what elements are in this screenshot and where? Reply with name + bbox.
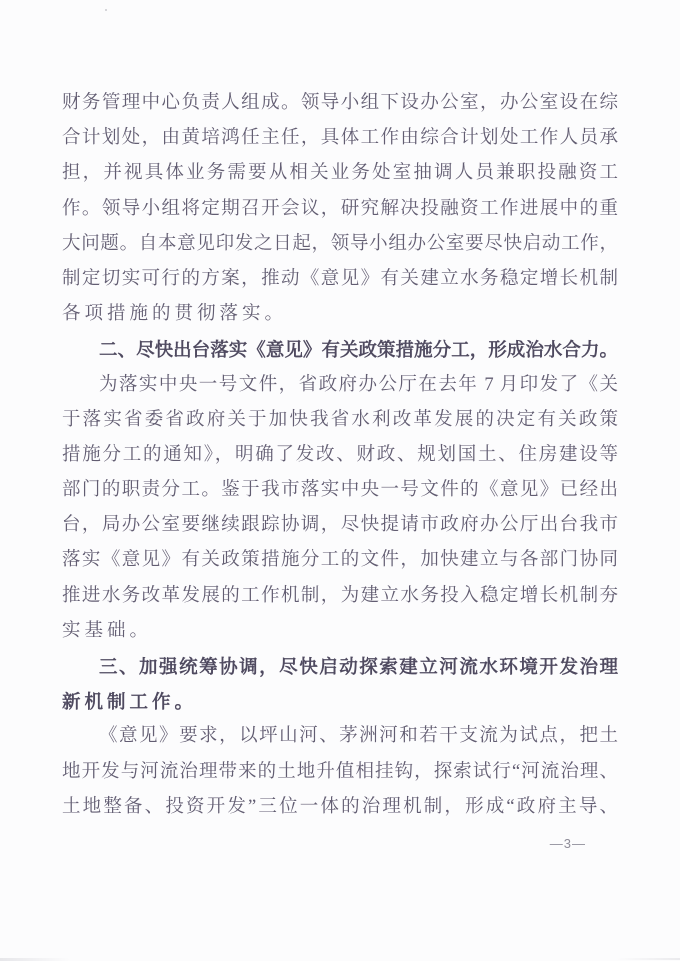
paragraph-continued	[62, 86, 618, 332]
section-heading-3	[62, 649, 618, 719]
text-line: 《意见》要求，以坪山河、茅洲河和若干支流为试点，把土	[99, 726, 618, 747]
page-number: —3—	[549, 836, 586, 851]
text-line: 实基础。	[62, 620, 153, 641]
text-line: 合计划处，由黄培鸿任主任，具体工作由综合计划处工作人员承	[62, 128, 618, 149]
text-line: 于落实省委省政府关于加快我省水利改革发展的决定有关政策	[62, 409, 618, 430]
text-line: 制定切实可行的方案，推动《意见》有关建立水务稳定增长机制	[62, 268, 618, 289]
heading-line: 三、加强统筹协调，尽快启动探索建立河流水环境开发治理	[99, 656, 618, 677]
scan-speck	[105, 9, 107, 11]
heading-line: 二、尽快出台落实《意见》有关政策措施分工，形成治水合力。	[99, 339, 618, 361]
text-line: 大问题。自本意见印发之日起，领导小组办公室要尽快启动工作，	[62, 233, 618, 254]
text-line: 财务管理中心负责人组成。领导小组下设办公室，办公室设在综	[62, 93, 618, 113]
text-line: 地开发与河流治理带来的土地升值相挂钩，探索试行“河流治理、	[62, 761, 618, 782]
section-heading-2	[62, 332, 618, 367]
text-line: 台，局办公室要继续跟踪协调，尽快提请市政府办公厅出台我市	[62, 515, 618, 536]
text-line: 担，并视具体业务需要从相关业务处室抽调人员兼职投融资工	[62, 163, 618, 184]
paragraph-section-3	[62, 719, 618, 825]
text-line: 推进水务改革发展的工作机制，为建立水务投入稳定增长机制夯	[62, 585, 618, 606]
text-line: 落实《意见》有关政策措施分工的文件，加快建立与各部门协同	[62, 550, 618, 571]
text-line: 作。领导小组将定期召开会议，研究解决投融资工作进展中的重	[62, 198, 618, 219]
text-line: 土地整备、投资开发”三位一体的治理机制，形成“政府主导、	[62, 796, 618, 817]
text-line: 各项措施的贯彻落实。	[62, 304, 288, 325]
text-line: 措施分工的通知》，明确了发改、财政、规划国土、住房建设等	[62, 444, 618, 465]
paragraph-section-2	[62, 368, 618, 650]
scan-edge-artifact	[616, 958, 680, 960]
document-body	[62, 86, 618, 825]
heading-line: 新机制工作。	[62, 691, 198, 713]
text-line: 部门的职责分工。鉴于我市落实中央一号文件的《意见》已经出	[62, 480, 618, 501]
text-line: 为落实中央一号文件，省政府办公厅在去年 7 月印发了《关	[99, 374, 618, 395]
